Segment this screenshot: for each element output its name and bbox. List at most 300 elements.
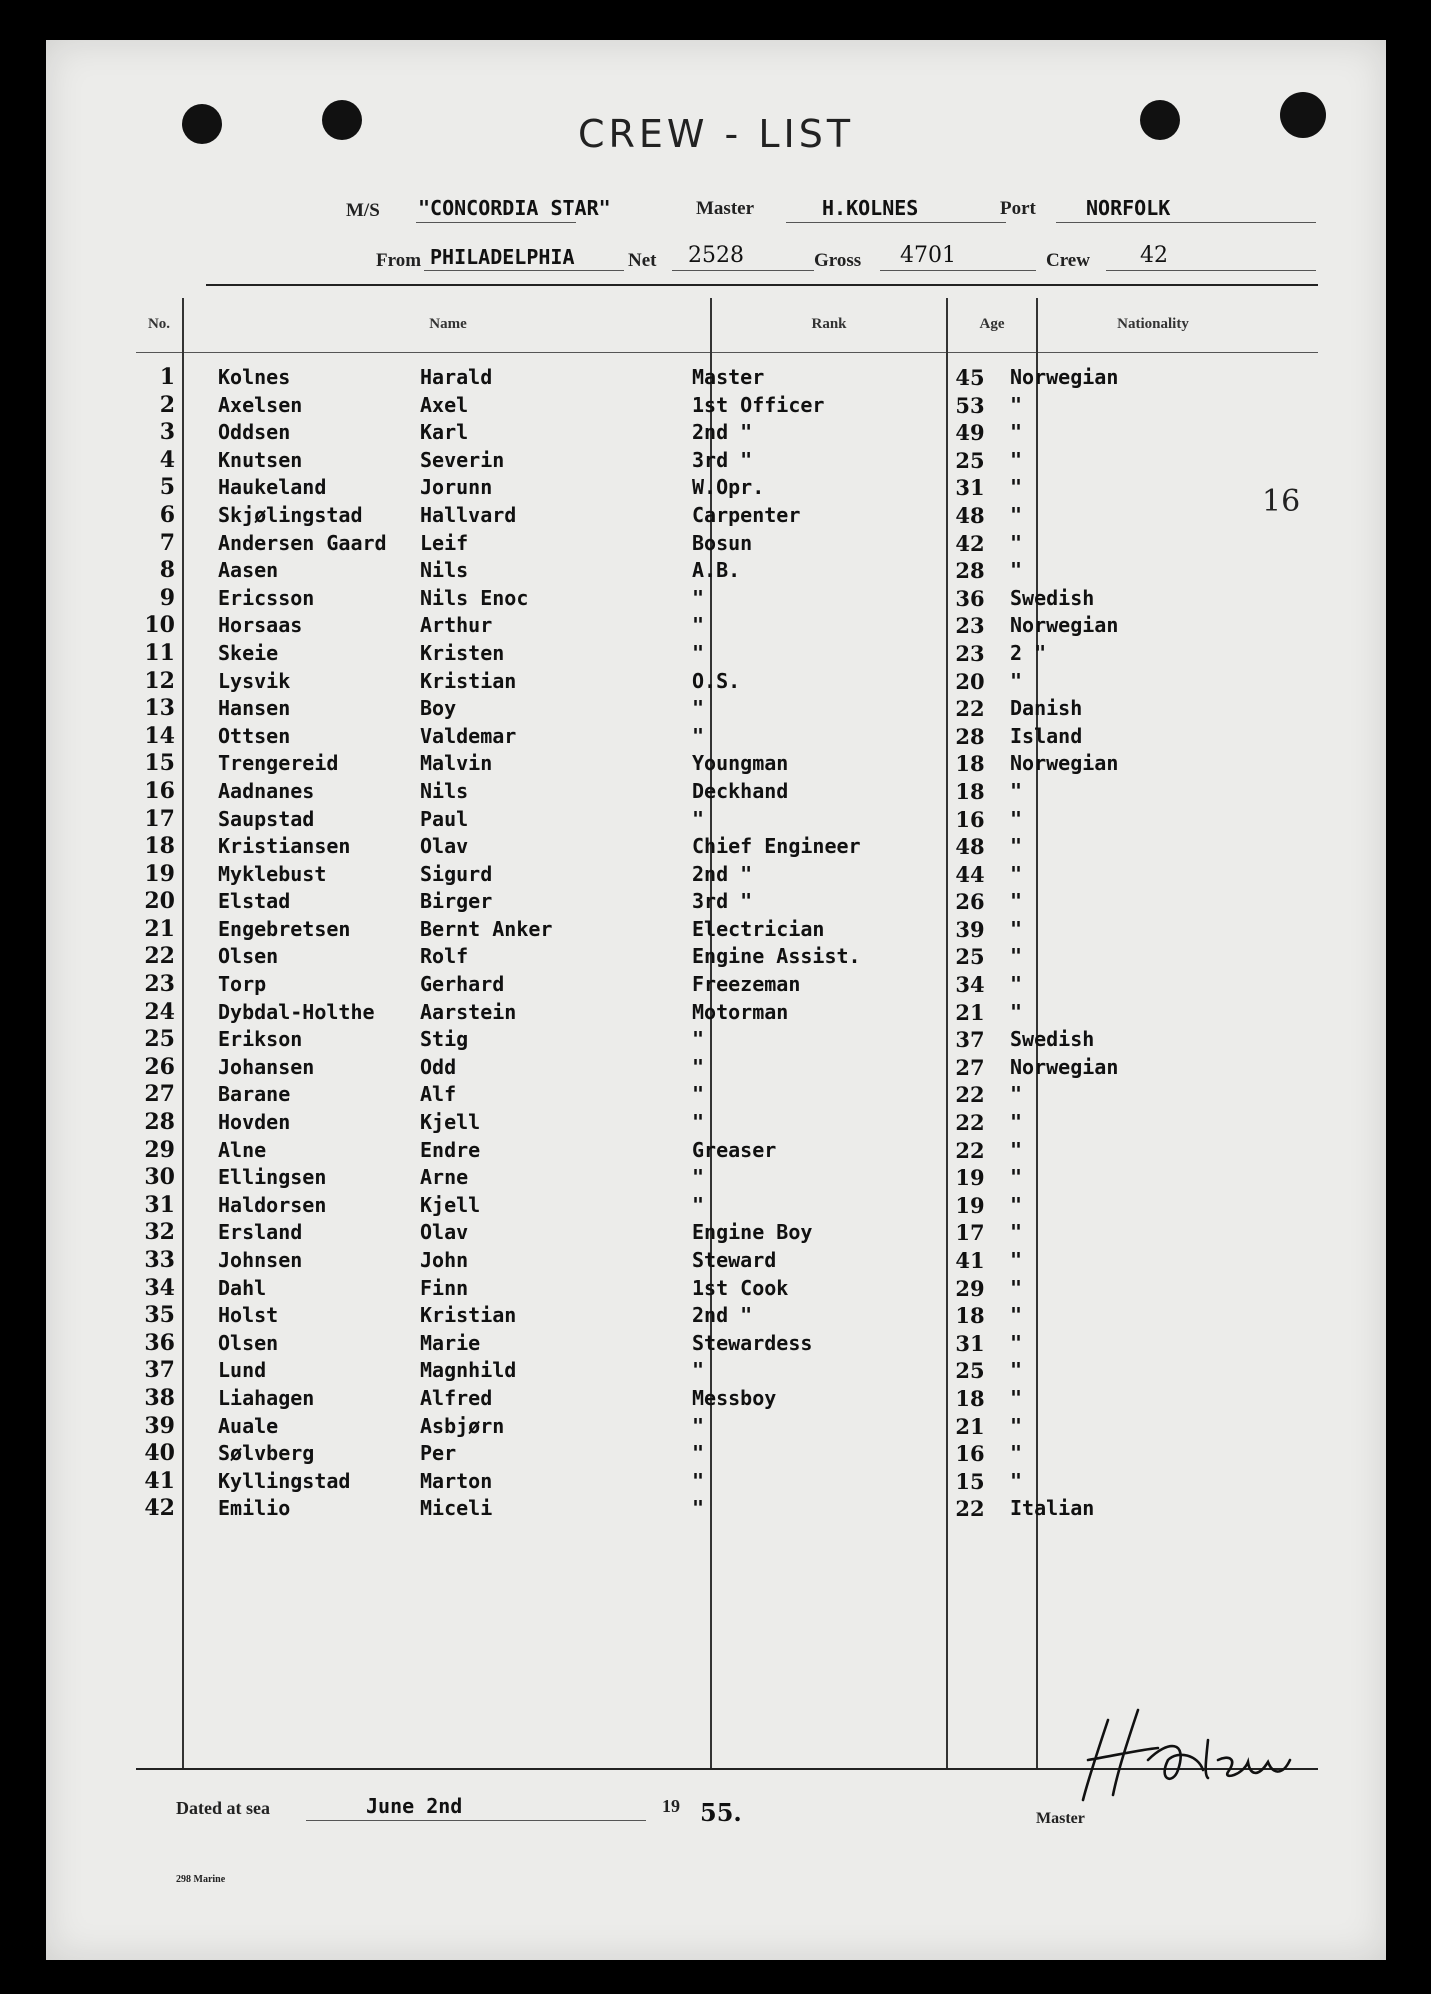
crew-nationality: " [1010,834,1023,859]
crew-surname: Torp [218,972,267,997]
net-value: 2528 [688,243,744,268]
crew-rank: " [692,1027,705,1052]
crew-row [0,392,1431,420]
crew-first-name: Hallvard [420,502,517,527]
crew-age: 41 [955,1248,985,1273]
crew-number: 1 [159,364,175,390]
crew-nationality: Norwegian [1010,365,1119,389]
crew-number: 2 [159,391,175,418]
crew-surname: Andersen Gaard [218,530,387,555]
crew-label: Crew [1046,250,1090,271]
crew-row [0,1054,1431,1082]
crew-rank: Stewardess [692,1330,813,1355]
crew-age: 53 [955,392,985,418]
crew-age: 31 [955,475,985,501]
crew-age: 45 [955,365,985,390]
crew-row [0,971,1431,999]
crew-surname: Oddsen [218,420,291,445]
crew-rank: A.B. [692,558,741,583]
crew-first-name: Paul [420,806,469,831]
crew-age: 44 [955,861,985,887]
crew-nationality: " [1010,1303,1023,1328]
crew-age: 22 [955,1110,985,1136]
crew-first-name: Malvin [420,751,493,776]
crew-first-name: Alf [420,1082,457,1107]
crew-number: 9 [159,584,175,611]
crew-row [0,943,1431,971]
crew-surname: Saupstad [218,806,315,831]
crew-number: 40 [144,1440,175,1467]
crew-first-name: Nils Enoc [420,585,529,610]
crew-nationality: " [1010,889,1023,914]
crew-rank: " [692,585,705,610]
crew-number: 38 [144,1384,175,1411]
crew-number: 33 [144,1247,175,1273]
crew-age: 22 [955,696,985,722]
crew-nationality: Danish [1010,696,1083,721]
crew-value: 42 [1140,243,1168,268]
crew-first-name: Severin [420,447,505,472]
port-label: Port [1000,198,1036,219]
crew-first-name: Axel [420,392,469,417]
crew-age: 22 [955,1137,985,1163]
crew-number: 19 [144,860,175,887]
crew-table-body [0,364,1431,1523]
crew-age: 23 [955,640,985,666]
crew-age: 23 [955,613,985,639]
crew-surname: Olsen [218,944,279,969]
crew-first-name: Leif [420,530,469,555]
date-value: June 2nd [366,1794,463,1818]
crew-number: 20 [144,888,175,915]
crew-nationality: " [1010,1358,1023,1383]
crew-row [0,778,1431,806]
master-name: H.KOLNES [822,196,919,220]
crew-first-name: Magnhild [420,1358,517,1383]
crew-age: 39 [955,916,985,942]
crew-rank: 2nd " [692,420,753,445]
crew-rank: 2nd " [692,1303,753,1328]
crew-surname: Ellingsen [218,1165,327,1190]
crew-age: 19 [955,1165,985,1191]
crew-first-name: Finn [420,1275,469,1300]
crew-number: 37 [144,1357,175,1384]
dated-label: Dated at sea [176,1798,270,1818]
crew-first-name: Valdemar [420,723,517,748]
crew-rank: " [692,696,705,721]
crew-rank: " [692,1110,705,1135]
crew-surname: Engebretsen [218,916,351,941]
crew-row [0,1302,1431,1330]
crew-surname: Trengereid [218,751,339,776]
crew-first-name: Karl [420,420,469,445]
crew-nationality: " [1010,1413,1023,1438]
crew-number: 35 [144,1302,175,1329]
crew-number: 24 [144,998,175,1025]
crew-rank: Engine Assist. [692,944,861,969]
crew-first-name: Miceli [420,1496,493,1521]
crew-first-name: Kjell [420,1192,481,1217]
crew-rank: Freezeman [692,972,801,997]
crew-rank: 2nd " [692,861,753,886]
crew-surname: Hansen [218,696,291,721]
crew-nationality: " [1010,1110,1023,1135]
crew-row [0,668,1431,696]
crew-surname: Dahl [218,1275,267,1300]
crew-rank: Chief Engineer [692,834,861,859]
crew-row [0,1192,1431,1220]
crew-nationality: " [1010,1248,1023,1272]
crew-first-name: Bernt Anker [420,916,553,941]
crew-age: 22 [955,1082,985,1108]
crew-rank: Carpenter [692,502,801,527]
crew-surname: Aadnanes [218,778,315,803]
crew-age: 27 [955,1054,985,1080]
crew-first-name: Kristian [420,1303,517,1328]
crew-row [0,530,1431,558]
crew-nationality: Italian [1010,1496,1095,1521]
crew-age: 25 [955,1358,985,1384]
crew-rank: Youngman [692,751,789,776]
crew-nationality: Norwegian [1010,613,1119,638]
crew-first-name: Odd [420,1054,457,1079]
crew-surname: Axelsen [218,392,303,417]
crew-surname: Myklebust [218,861,327,886]
crew-age: 19 [955,1192,985,1218]
crew-row [0,1081,1431,1109]
crew-row [0,1440,1431,1468]
crew-surname: Holst [218,1303,279,1328]
side-number: 16 [1262,484,1301,519]
crew-surname: Hovden [218,1110,291,1135]
crew-nationality: Swedish [1010,1027,1095,1052]
crew-row [0,1385,1431,1413]
crew-surname: Elstad [218,889,291,914]
crew-age: 21 [955,1413,985,1439]
crew-first-name: Nils [420,558,469,583]
crew-number: 29 [144,1136,175,1163]
crew-first-name: Asbjørn [420,1413,505,1438]
crew-number: 39 [144,1412,175,1439]
crew-surname: Kristiansen [218,834,351,859]
crew-age: 29 [955,1275,985,1301]
form-number: 298 Marine [176,1874,226,1885]
crew-rank: " [692,1082,705,1107]
crew-nationality: " [1010,1165,1023,1190]
column-header-age: Age [979,316,1005,332]
master-label: Master [696,198,755,219]
crew-first-name: Olav [420,834,469,859]
crew-row [0,1413,1431,1441]
crew-number: 18 [144,833,175,860]
crew-first-name: Arne [420,1165,469,1190]
crew-first-name: Endre [420,1137,481,1162]
crew-surname: Kyllingstad [218,1468,351,1493]
crew-number: 15 [144,750,175,777]
crew-rank: " [692,1413,705,1438]
crew-first-name: Jorunn [420,475,493,500]
crew-row [0,861,1431,889]
crew-number: 11 [144,639,175,666]
crew-number: 36 [144,1329,175,1356]
crew-number: 23 [144,971,175,998]
crew-age: 18 [955,751,985,777]
crew-row [0,1330,1431,1358]
crew-surname: Barane [218,1082,291,1107]
crew-row [0,1137,1431,1165]
crew-row [0,640,1431,668]
crew-age: 18 [955,1303,985,1329]
crew-nationality: " [1010,806,1023,831]
crew-number: 42 [144,1495,175,1522]
from-value: PHILADELPHIA [430,245,575,269]
crew-nationality: " [1010,1468,1023,1493]
crew-surname: Kolnes [218,365,291,389]
table-top-rule [206,284,1318,286]
crew-row [0,585,1431,613]
crew-age: 25 [955,447,985,473]
crew-row [0,833,1431,861]
crew-nationality: Swedish [1010,585,1095,610]
crew-row [0,557,1431,585]
year-suffix: 55. [700,1798,742,1827]
crew-nationality: " [1010,447,1023,472]
crew-row [0,1109,1431,1137]
crew-rank: 1st Officer [692,392,825,417]
table-header-rule [136,352,1318,353]
master-signature [1078,1700,1318,1810]
crew-number: 22 [144,943,175,970]
crew-number: 17 [144,805,175,832]
crew-surname: Ericsson [218,585,315,610]
crew-nationality: " [1010,1192,1023,1217]
crew-nationality: " [1010,1137,1023,1162]
crew-number: 6 [159,501,175,528]
crew-rank: 3rd " [692,447,753,472]
crew-row [0,502,1431,530]
crew-rank: " [692,1165,705,1190]
crew-surname: Lund [218,1358,267,1383]
crew-age: 34 [955,972,985,998]
crew-rank: Steward [692,1248,777,1272]
crew-surname: Skeie [218,640,279,665]
crew-rank: " [692,806,705,831]
crew-row [0,1219,1431,1247]
crew-age: 20 [955,668,985,694]
crew-age: 28 [955,558,985,584]
crew-surname: Olsen [218,1330,279,1355]
crew-nationality: Norwegian [1010,1054,1119,1079]
crew-age: 15 [955,1468,985,1494]
crew-first-name: Rolf [420,944,469,969]
crew-surname: Lysvik [218,668,291,693]
crew-rank: W.Opr. [692,475,765,500]
crew-number: 27 [144,1081,175,1108]
column-header-nationality: Nationality [1117,316,1189,332]
crew-first-name: Boy [420,696,457,721]
crew-row [0,1164,1431,1192]
crew-first-name: Olav [420,1220,469,1245]
crew-first-name: Per [420,1441,457,1466]
crew-number: 21 [144,915,175,942]
crew-nationality: " [1010,420,1023,445]
crew-nationality: " [1010,668,1023,693]
net-label: Net [628,250,657,271]
crew-row [0,1275,1431,1303]
crew-number: 8 [159,557,175,584]
crew-nationality: " [1010,1275,1023,1300]
crew-rank: " [692,613,705,638]
crew-rank: " [692,723,705,748]
crew-rank: " [692,1358,705,1383]
crew-first-name: Gerhard [420,972,505,997]
crew-number: 7 [159,529,175,556]
crew-number: 34 [144,1274,175,1301]
crew-row [0,447,1431,475]
crew-nationality: " [1010,778,1023,803]
crew-nationality: " [1010,861,1023,886]
crew-rank: Bosun [692,530,753,555]
crew-number: 32 [144,1219,175,1246]
crew-rank: " [692,1496,705,1521]
crew-age: 18 [955,1385,985,1411]
crew-rank: Messboy [692,1385,777,1410]
crew-number: 41 [144,1467,175,1494]
crew-age: 22 [955,1496,985,1522]
crew-nationality: " [1010,1330,1023,1355]
crew-age: 18 [955,778,985,804]
crew-first-name: Marie [420,1330,481,1355]
crew-age: 17 [955,1220,985,1246]
crew-surname: Skjølingstad [218,502,363,527]
crew-first-name: Arthur [420,613,493,638]
crew-number: 28 [144,1109,175,1136]
crew-first-name: Kristian [420,668,517,693]
crew-rank: Electrician [692,916,825,941]
crew-row [0,695,1431,723]
crew-row [0,999,1431,1027]
crew-nationality: " [1010,972,1023,997]
crew-rank: " [692,1441,705,1466]
crew-surname: Sølvberg [218,1441,315,1466]
crew-row [0,1026,1431,1054]
crew-age: 28 [955,723,985,749]
crew-row [0,888,1431,916]
crew-rank: " [692,1192,705,1217]
crew-first-name: Kjell [420,1110,481,1135]
crew-age: 42 [955,530,985,556]
crew-age: 31 [955,1330,985,1356]
crew-first-name: Birger [420,889,493,914]
document-title: CREW - LIST [577,112,855,156]
crew-first-name: John [420,1248,469,1272]
crew-rank: " [692,1054,705,1079]
crew-rank: Greaser [692,1137,777,1162]
crew-row [0,1495,1431,1523]
crew-nationality: " [1010,1441,1023,1466]
crew-number: 31 [144,1191,175,1218]
crew-age: 48 [955,502,985,528]
column-header-rank: Rank [811,316,847,332]
crew-row [0,474,1431,502]
crew-rank: " [692,640,705,665]
crew-number: 3 [159,419,175,446]
crew-surname: Dybdal-Holthe [218,999,375,1024]
crew-number: 5 [159,474,175,501]
crew-number: 14 [144,722,175,749]
crew-number: 12 [144,667,175,694]
column-header-no: No. [147,316,171,332]
crew-number: 13 [144,695,175,722]
vessel-prefix: M/S [346,200,380,221]
crew-nationality: " [1010,944,1023,969]
crew-rank: Master [692,365,765,389]
vessel-name: "CONCORDIA STAR" [418,196,611,220]
crew-surname: Liahagen [218,1385,315,1410]
crew-number: 30 [144,1164,175,1191]
crew-row [0,750,1431,778]
crew-first-name: Sigurd [420,861,493,886]
crew-age: 26 [955,889,985,915]
crew-age: 21 [955,999,985,1025]
crew-age: 16 [955,1441,985,1467]
crew-surname: Auale [218,1413,279,1438]
crew-number: 26 [144,1053,175,1080]
crew-nationality: Island [1010,723,1083,748]
crew-row [0,1247,1431,1275]
crew-row [0,612,1431,640]
crew-rank: O.S. [692,668,741,693]
crew-rank: Deckhand [692,778,789,803]
crew-age: 48 [955,834,985,860]
crew-nationality: " [1010,475,1023,500]
year-prefix: 19 [662,1796,680,1816]
crew-row [0,723,1431,751]
crew-row [0,916,1431,944]
crew-age: 16 [955,806,985,832]
crew-nationality: " [1010,1220,1023,1245]
crew-rank: " [692,1468,705,1493]
crew-nationality: " [1010,392,1023,417]
crew-number: 4 [159,446,175,473]
from-label: From [376,250,422,271]
crew-nationality: " [1010,502,1023,527]
crew-nationality: Norwegian [1010,751,1119,776]
crew-surname: Aasen [218,558,279,583]
crew-nationality: " [1010,530,1023,555]
crew-nationality: " [1010,1385,1023,1410]
crew-surname: Haukeland [218,475,327,500]
crew-surname: Knutsen [218,447,303,472]
crew-nationality: " [1010,916,1023,941]
gross-value: 4701 [900,243,956,268]
crew-age: 25 [955,944,985,970]
crew-age: 36 [955,585,985,611]
crew-nationality: " [1010,1082,1023,1107]
crew-surname: Alne [218,1137,267,1162]
master-signature-label: Master [1036,1810,1085,1827]
gross-label: Gross [814,250,862,271]
crew-first-name: Stig [420,1027,469,1052]
crew-number: 10 [144,612,175,639]
port-name: NORFOLK [1086,196,1171,220]
crew-surname: Haldorsen [218,1192,327,1217]
column-header-name: Name [429,316,467,332]
crew-surname: Ottsen [218,723,291,748]
crew-nationality: " [1010,558,1023,583]
crew-rank: Motorman [692,999,789,1024]
crew-nationality: 2 " [1010,640,1047,665]
